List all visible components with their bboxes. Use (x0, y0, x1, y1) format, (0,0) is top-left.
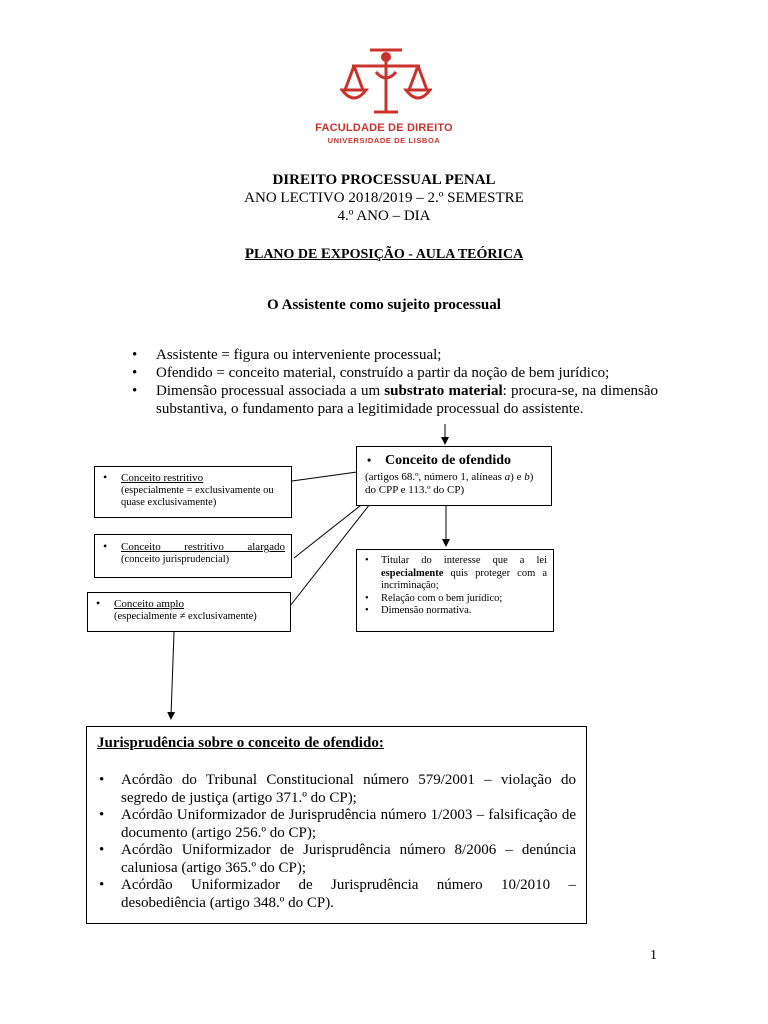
list-item: • Acórdão do Tribunal Constitucional número 579/2001 – violação do segredo de justiça (artigo 371.º do CP); (97, 772, 576, 807)
university-name: UNIVERSIDADE DE LISBOA (327, 136, 441, 145)
link-restrictive-extended (294, 502, 365, 558)
broad-concept-desc: (especialmente ≠ exclusivamente) (114, 610, 257, 622)
list-item: • Acórdão Uniformizador de Jurisprudência número 10/2010 – desobediência (artigo 348.º do CP). (97, 877, 576, 912)
restrictive-concept-desc: (especialmente = exclusivamente ou quase exclusivamente) (121, 484, 274, 508)
lesson-subject: O Assistente como sujeito processual (267, 297, 501, 313)
list-item: • Dimensão processual associada a um substrato material: procura-se, na dimensão substantiva, o fundamento para a legitimidade processual do assistente. (132, 382, 658, 418)
arrow-to-jurisprudence (171, 632, 174, 716)
page-number: 1 (650, 948, 657, 963)
plan-heading: PLANO DE EXPOSIÇÃO - AULA TEÓRICA (244, 246, 524, 262)
course-title: DIREITO PROCESSUAL PENAL (272, 172, 496, 188)
central-concept-refs: (artigos 68.º, número 1, alíneas a) e b) do CPP e 113.º do CP) (365, 471, 534, 496)
extended-restrictive-concept (101, 541, 285, 566)
broad-concept-box (87, 592, 291, 632)
faculty-name: FACULDADE DE DIREITO (315, 122, 453, 134)
list-item: • Assistente = figura ou interveniente processual; (132, 346, 658, 364)
year-shift: 4.º ANO – DIA (337, 208, 431, 224)
link-restrictive (292, 472, 357, 481)
restrictive-concept-box (94, 466, 292, 518)
criteria-list (363, 555, 547, 618)
extended-restrictive-title: • Conceito restritivo alargado (121, 541, 285, 553)
central-concept-box (356, 446, 552, 506)
extended-restrictive-desc: (conceito jurisprudencial) (121, 553, 230, 565)
central-concept-title: • Conceito de ofendido (365, 453, 543, 469)
list-item: • Dimensão normativa. (363, 605, 547, 618)
criteria-box (356, 549, 554, 632)
list-item: • Ofendido = conceito material, construído a partir da noção de bem jurídico; (132, 364, 658, 382)
broad-concept-title: • Conceito amplo (114, 598, 184, 610)
jurisprudence-box (86, 726, 587, 924)
list-item: • Acórdão Uniformizador de Jurisprudência número 1/2003 – falsificação de documento (artigo 256.º do CP); (97, 807, 576, 842)
restrictive-concept (101, 472, 285, 510)
academic-year: ANO LECTIVO 2018/2019 – 2.º SEMESTRE (244, 190, 524, 206)
list-item: • Relação com o bem jurídico; (363, 593, 547, 606)
restrictive-concept-title: • Conceito restritivo (121, 472, 204, 484)
extended-restrictive-box (94, 534, 292, 578)
broad-concept (94, 598, 284, 623)
jurisprudence-title: Jurisprudência sobre o conceito de ofendido: (97, 735, 384, 751)
list-item: • Titular do interesse que a lei especialmente quis proteger com a incriminação; (363, 555, 547, 593)
list-item: • Acórdão Uniformizador de Jurisprudência número 8/2006 – denúncia caluniosa (artigo 365.º do CP); (97, 842, 576, 877)
jurisprudence-list (97, 772, 576, 912)
